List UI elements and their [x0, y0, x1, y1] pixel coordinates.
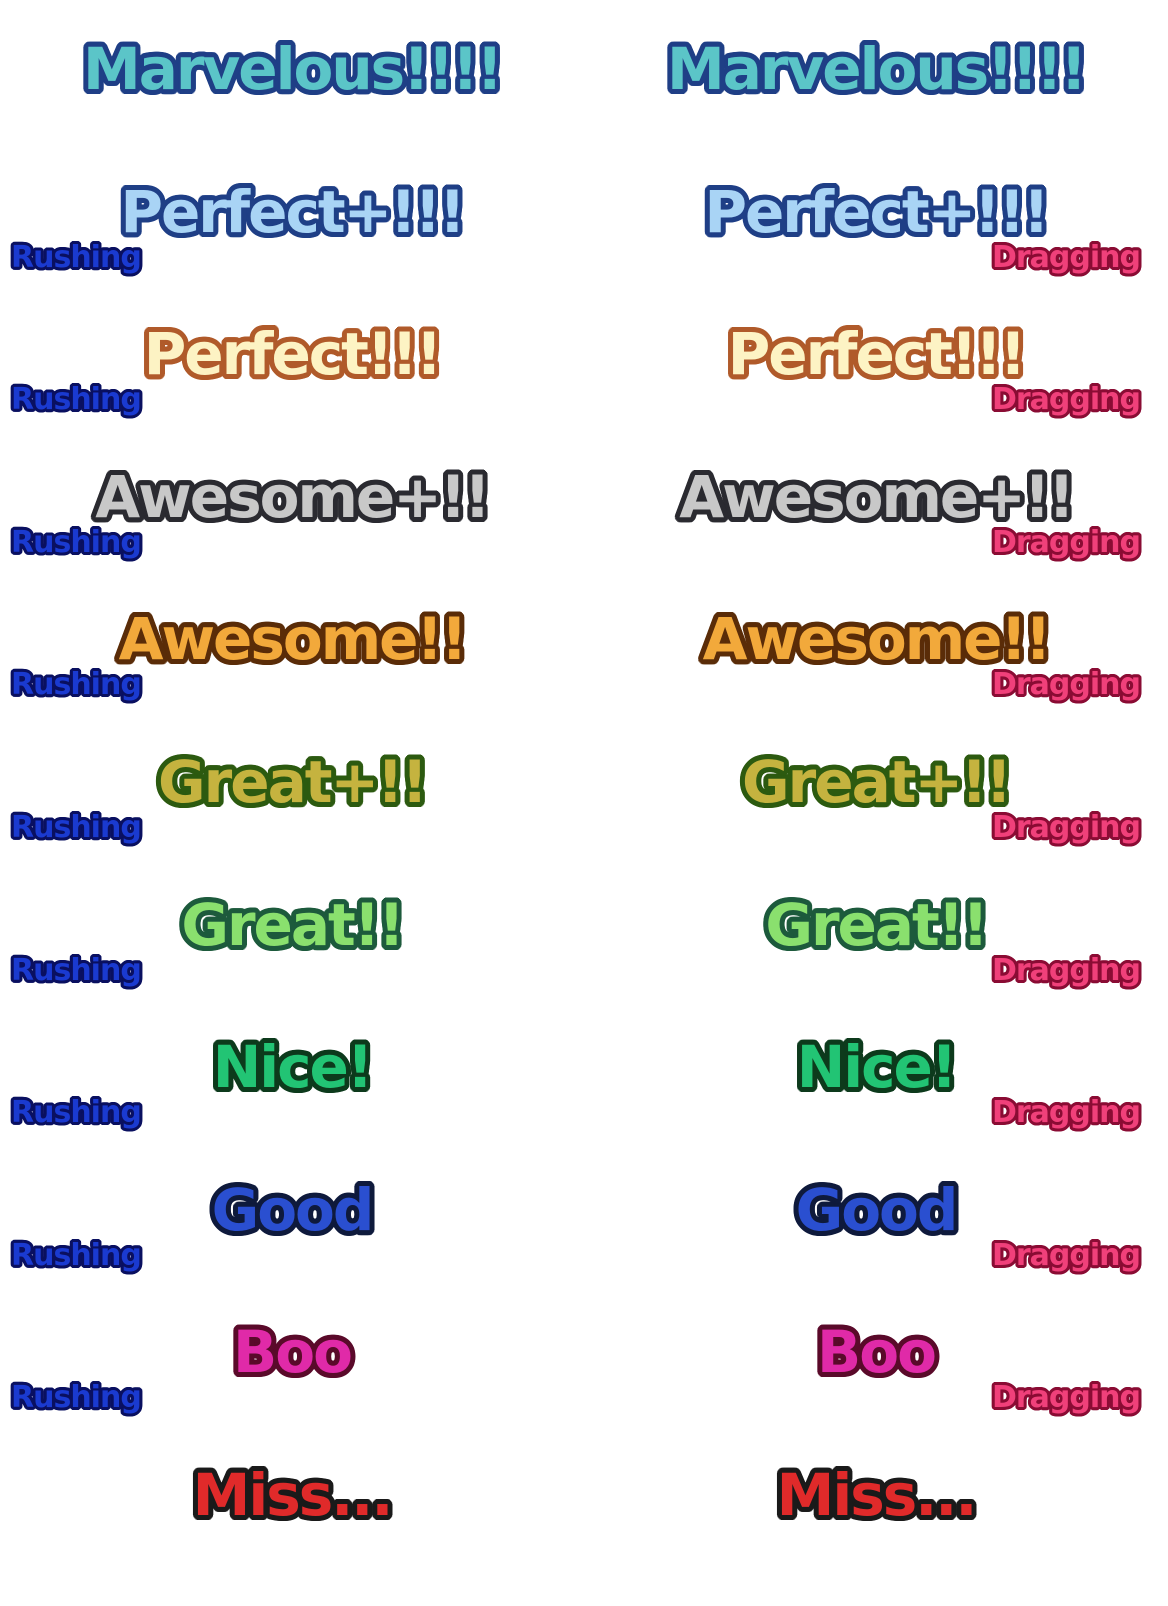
judgement-great-plus-text: Great+!! [158, 748, 426, 816]
judgement-row-great-plus [0, 713, 584, 859]
rushing-indicator: Rushing [11, 952, 141, 988]
dragging-indicator: Dragging [991, 667, 1140, 703]
dragging-indicator: Dragging [991, 1237, 1140, 1273]
dragging-indicator: Dragging [991, 952, 1140, 988]
judgement-boo-text: Boo [817, 1318, 935, 1387]
judgement-miss-text: Miss... [776, 1461, 976, 1529]
judgement-good-text: Good [211, 1175, 373, 1244]
judgement-row-good [0, 1141, 584, 1287]
judgement-row-perfect [0, 285, 584, 431]
judgement-row-good [584, 1141, 1168, 1287]
rushing-indicator: Rushing [11, 810, 141, 845]
dragging-indicator: Dragging [991, 524, 1140, 560]
judgement-great-plus-text: Great+!! [742, 748, 1010, 816]
rushing-indicator: Rushing [11, 239, 141, 275]
rushing-indicator: Rushing [11, 524, 141, 560]
judgement-row-boo [584, 1283, 1168, 1429]
judgement-row-miss [0, 1426, 584, 1572]
judgement-row-perfect-plus [584, 143, 1168, 289]
judgement-nice-text: Nice! [796, 1033, 956, 1102]
judgement-row-perfect-plus [0, 143, 584, 289]
judgement-perfect-text: Perfect!!! [727, 320, 1025, 389]
dragging-indicator: Dragging [991, 239, 1140, 275]
judgement-row-great [0, 856, 584, 1002]
judgement-perfect-plus-text: Perfect+!!! [704, 177, 1048, 246]
rushing-indicator: Rushing [11, 667, 141, 703]
judgement-row-awesome [0, 570, 584, 716]
judgement-row-perfect [584, 285, 1168, 431]
judgement-row-awesome-plus [0, 428, 584, 574]
judgement-row-marvelous [584, 0, 1168, 146]
dragging-indicator: Dragging [991, 1095, 1140, 1131]
judgement-great-text: Great!! [181, 890, 403, 959]
judgement-row-nice [584, 998, 1168, 1144]
judgement-awesome-plus-text: Awesome+!! [679, 462, 1073, 531]
judgement-boo-text: Boo [233, 1318, 351, 1387]
dragging-indicator: Dragging [991, 810, 1140, 845]
rushing-indicator: Rushing [11, 1237, 141, 1273]
judgement-column-dragging [584, 0, 1168, 1606]
judgement-perfect-plus-text: Perfect+!!! [120, 177, 464, 246]
judgement-row-great-plus [584, 713, 1168, 859]
judgement-nice-text: Nice! [212, 1033, 372, 1102]
dragging-indicator: Dragging [991, 1380, 1140, 1416]
judgement-row-nice [0, 998, 584, 1144]
judgement-row-great [584, 856, 1168, 1002]
judgement-good-text: Good [795, 1175, 957, 1244]
judgement-awesome-text: Awesome!! [702, 605, 1050, 674]
judgement-awesome-plus-text: Awesome+!! [95, 462, 489, 531]
judgement-awesome-text: Awesome!! [118, 605, 466, 674]
judgement-row-miss [584, 1426, 1168, 1572]
judgement-row-marvelous [0, 0, 584, 146]
judgement-great-text: Great!! [765, 890, 987, 959]
rushing-indicator: Rushing [11, 382, 141, 418]
judgement-miss-text: Miss... [192, 1461, 392, 1529]
judgement-marvelous-text: Marvelous!!!! [83, 35, 501, 103]
judgement-row-awesome [584, 570, 1168, 716]
judgement-row-boo [0, 1283, 584, 1429]
judgement-marvelous-text: Marvelous!!!! [667, 35, 1085, 103]
dragging-indicator: Dragging [991, 382, 1140, 418]
judgement-row-awesome-plus [584, 428, 1168, 574]
judgement-perfect-text: Perfect!!! [143, 320, 441, 389]
rushing-indicator: Rushing [11, 1095, 141, 1131]
rushing-indicator: Rushing [11, 1380, 141, 1416]
